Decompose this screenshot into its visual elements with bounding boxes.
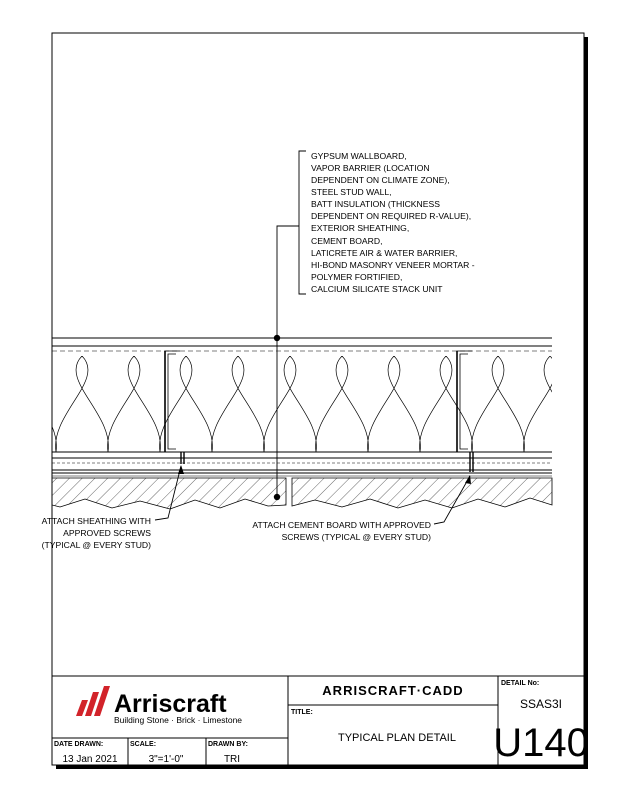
leader-dot xyxy=(274,335,280,341)
logo-name: Arriscraft xyxy=(114,690,227,718)
callout-line: CEMENT BOARD, xyxy=(311,236,383,246)
title-value: TYPICAL PLAN DETAIL xyxy=(338,732,456,744)
callout-line: ATTACH CEMENT BOARD WITH APPROVED xyxy=(252,520,431,530)
date-label: DATE DRAWN: xyxy=(54,741,104,748)
scale-value: 3"=1'-0" xyxy=(148,754,184,765)
title-label: TITLE: xyxy=(291,709,313,716)
callout-line: EXTERIOR SHEATHING, xyxy=(311,223,410,233)
callout-line: DEPENDENT ON REQUIRED R-VALUE), xyxy=(311,211,472,221)
callout-line: POLYMER FORTIFIED, xyxy=(311,272,403,282)
logo-tagline: Building Stone · Brick · Limestone xyxy=(114,715,243,725)
detail-number: U140 xyxy=(493,721,589,765)
callout-line: APPROVED SCREWS xyxy=(63,528,151,538)
drawn-by-label: DRAWN BY: xyxy=(208,741,248,748)
callout-line: GYPSUM WALLBOARD, xyxy=(311,151,407,161)
detail-code: SSAS3I xyxy=(519,697,563,711)
callout-line: STEEL STUD WALL, xyxy=(311,187,392,197)
company-name: ARRISCRAFT·CADD xyxy=(322,683,464,698)
callout-line: CALCIUM SILICATE STACK UNIT xyxy=(311,284,443,294)
callout-line: ATTACH SHEATHING WITH xyxy=(41,516,151,526)
detail-no-label: DETAIL No: xyxy=(501,680,540,687)
scale-label: SCALE: xyxy=(130,741,157,748)
leader-dot xyxy=(274,494,280,500)
callout-line: LATICRETE AIR & WATER BARRIER, xyxy=(311,248,458,258)
callout-line: (TYPICAL @ EVERY STUD) xyxy=(41,540,151,550)
callout-line: SCREWS (TYPICAL @ EVERY STUD) xyxy=(281,532,431,542)
callout-line: VAPOR BARRIER (LOCATION xyxy=(311,163,430,173)
callout-line: HI-BOND MASONRY VENEER MORTAR - xyxy=(311,260,475,270)
callout-line: DEPENDENT ON CLIMATE ZONE), xyxy=(311,175,450,185)
date-value: 13 Jan 2021 xyxy=(62,754,118,765)
drawn-by-value: TRI xyxy=(223,754,241,765)
callout-line: BATT INSULATION (THICKNESS xyxy=(311,199,440,209)
